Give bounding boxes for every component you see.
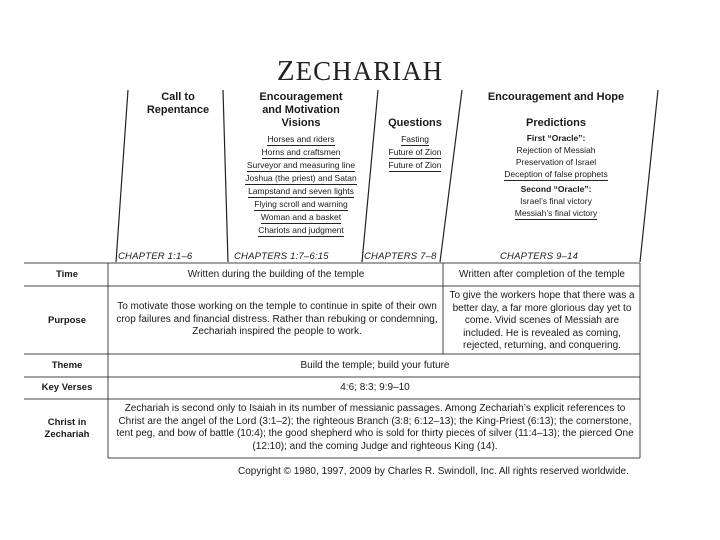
column-call-to-repentance: [136, 91, 220, 117]
purpose-left: To motivate those working on the temple to continue in spite of their own crop failures and financial distress. Rather than rebuking or condemning, Zechariah inspired the people to work.: [116, 301, 438, 337]
question-item: Fasting: [401, 134, 429, 144]
divider-left: [116, 90, 128, 262]
vision-item: Horses and riders: [267, 134, 335, 144]
vision-item: Chariots and judgment: [258, 225, 344, 235]
row-label-theme: Theme: [51, 360, 83, 371]
row-label-key-verses: Key Verses: [41, 382, 93, 393]
call-heading-line: Repentance: [146, 104, 210, 116]
key-verses-value: 4:6; 8:3; 9:9–10: [340, 382, 410, 393]
christ-value: Zechariah is second only to Isaiah in its number of messianic passages. Among Zechariah’s explicit references to Christ are the angel of the Lord (3:1–2); the righteous Branch (3:8; 6:12–13); the King-Priest (6:13); the cornerstone, tent peg, and bow of battle (10:4); the good shepherd who is sold for thirty pieces of silver (11:4–13); the pierced One (12:10); and the coming Judge and righteous King (14).: [116, 403, 634, 452]
row-label-purpose: Purpose: [47, 315, 86, 326]
call-heading-line: Call to: [161, 91, 195, 103]
question-item: Future of Zion: [388, 160, 442, 170]
visions-heading-line: and Motivation: [262, 104, 340, 116]
vision-item: Flying scroll and warning: [254, 199, 348, 209]
time-after: Written after completion of the temple: [458, 269, 625, 280]
chapter-label-2: CHAPTERS 1:7–6:15: [234, 251, 329, 262]
prediction-item: Rejection of Messiah: [516, 145, 596, 155]
chapter-label-1: CHAPTER 1:1–6: [118, 251, 193, 262]
vision-item: Surveyor and measuring line: [246, 160, 356, 170]
first-oracle-label: First “Oracle”:: [526, 133, 586, 143]
page-title: ZECHARIAH: [276, 55, 444, 87]
column-questions: [376, 117, 454, 172]
second-oracle-label: Second “Oracle”:: [520, 184, 592, 194]
vision-item: Horns and craftsmen: [261, 147, 341, 157]
vision-item: Lampstand and seven lights: [248, 186, 354, 196]
row-label-time: Time: [55, 269, 78, 280]
prediction-item: Israel’s final victory: [520, 196, 592, 206]
predictions-top-heading: Encouragement and Hope: [487, 91, 625, 103]
vision-item: Woman and a basket: [260, 212, 342, 222]
visions-heading-line: Visions: [281, 117, 321, 129]
column-predictions: [466, 91, 646, 220]
prediction-item: Messiah’s final victory: [514, 208, 598, 218]
prediction-item: Preservation of Israel: [515, 157, 597, 167]
chapter-label-3: CHAPTERS 7–8: [364, 251, 437, 262]
prediction-item: Deception of false prophets: [504, 169, 608, 179]
column-visions: [226, 91, 376, 237]
question-item: Future of Zion: [388, 147, 442, 157]
predictions-heading: Predictions: [526, 117, 586, 129]
divider-3: [440, 90, 462, 262]
christ-label-line: Zechariah: [44, 429, 90, 440]
christ-label-line: Christ in: [47, 417, 87, 428]
theme-value: Build the temple; build your future: [300, 360, 450, 371]
visions-heading-line: Encouragement: [259, 91, 343, 103]
time-during: Written during the building of the temple: [187, 269, 365, 280]
vision-item: Joshua (the priest) and Satan: [245, 173, 357, 183]
questions-heading: Questions: [388, 117, 442, 129]
copyright-notice: Copyright © 1980, 1997, 2009 by Charles R. Swindoll, Inc. All rights reserved worldwide.: [238, 466, 629, 477]
chapter-label-4: CHAPTERS 9–14: [500, 251, 579, 262]
row-label-christ: [24, 417, 110, 441]
purpose-right: To give the workers hope that there was a better day, a far more glorious day yet to come. Vivid scenes of Messiah are included. He is revealed as coming, rejected, returning, and conquering.: [449, 290, 635, 351]
